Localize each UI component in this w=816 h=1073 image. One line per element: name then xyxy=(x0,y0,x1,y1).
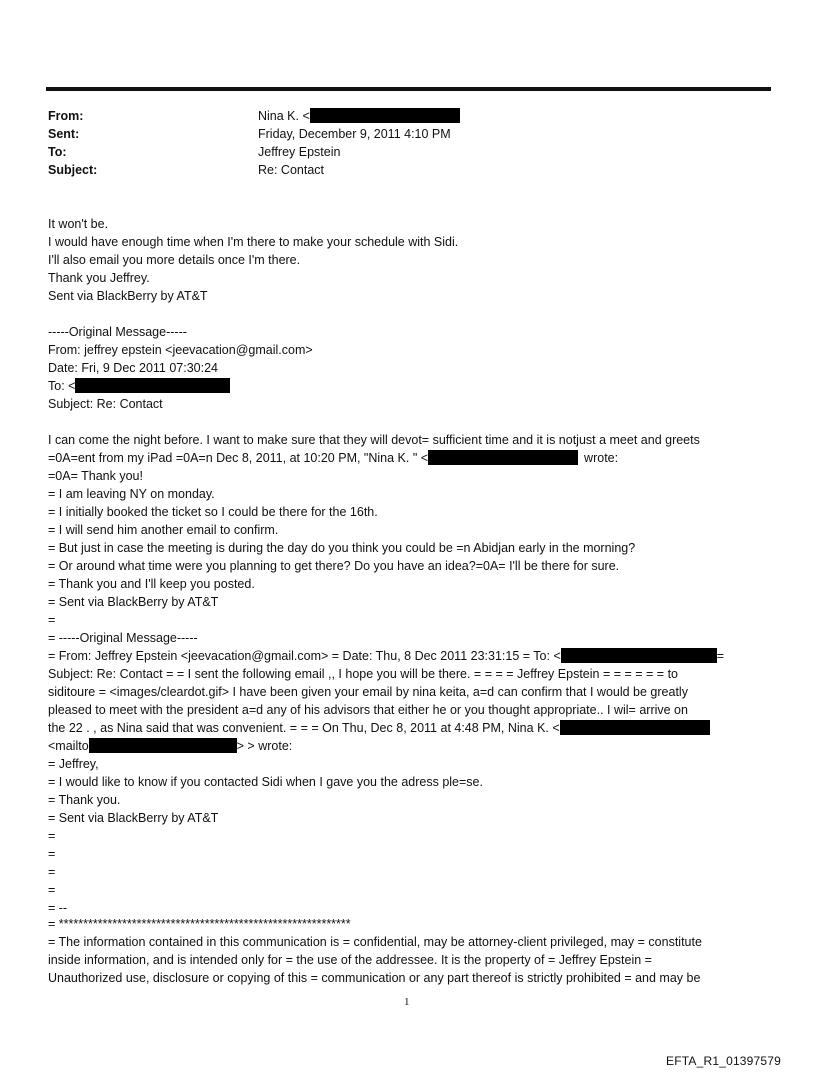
redaction-box xyxy=(310,108,460,123)
body-line: = xyxy=(48,883,56,897)
body-line: = xyxy=(48,829,56,843)
body-line: inside information, and is intended only for = the use of the addressee. It is the property of = Jeffrey Epstein = xyxy=(48,953,652,967)
subject-label: Subject: xyxy=(48,163,98,177)
body-line: = The information contained in this communication is = confidential, may be attorney-client privileged, may = constitute xyxy=(48,935,702,949)
body-line: Subject: Re: Contact xyxy=(48,397,163,411)
body-line: = Or around what time were you planning to get there? Do you have an idea?=0A= I'll be there for sure. xyxy=(48,559,620,573)
body-line: siditoure = <images/cleardot.gif> I have been given your email by nina keita, a=d can confirm that I would be greatly xyxy=(48,685,688,699)
to-value: Jeffrey Epstein xyxy=(258,145,341,159)
body-line: = Thank you and I'll keep you posted. xyxy=(48,577,255,591)
body-line: = I am leaving NY on monday. xyxy=(48,487,215,501)
body-line: =0A= Thank you! xyxy=(48,469,143,483)
body-line: <mailto > > wrote: xyxy=(48,739,293,753)
body-line: I'll also email you more details once I'm there. xyxy=(48,253,301,267)
redaction-box xyxy=(561,648,717,663)
body-line: = xyxy=(48,865,56,879)
header-rule xyxy=(46,87,771,91)
body-line: I would have enough time when I'm there to make your schedule with Sidi. xyxy=(48,235,459,249)
document-id: EFTA_R1_01397579 xyxy=(666,1054,782,1068)
body-line: = I will send him another email to confirm. xyxy=(48,523,279,537)
to-label: To: xyxy=(48,145,67,159)
body-line: = Sent via BlackBerry by AT&T xyxy=(48,595,219,609)
body-line: = But just in case the meeting is during the day do you think you could be =n Abidjan early in the morning? xyxy=(48,541,636,555)
from-label: From: xyxy=(48,109,84,123)
body-line: = -- xyxy=(48,901,68,915)
body-line: = ************************************************************ xyxy=(48,917,351,931)
body-line: = xyxy=(48,847,56,861)
body-line: = Sent via BlackBerry by AT&T xyxy=(48,811,219,825)
body-line: Unauthorized use, disclosure or copying of this = communication or any part thereof is strictly prohibited = and may be xyxy=(48,971,701,985)
body-line: the 22 . , as Nina said that was convenient. = = = On Thu, Dec 8, 2011 at 4:48 PM, Nina K. < xyxy=(48,720,710,737)
body-line: = From: Jeffrey Epstein <jeevacation@gmail.com> = Date: Thu, 8 Dec 2011 23:31:15 = To: < = xyxy=(48,649,725,663)
body-line: To: < xyxy=(48,378,230,395)
body-line: = Jeffrey, xyxy=(48,757,99,771)
redaction-box xyxy=(560,720,710,735)
body-line: Sent via BlackBerry by AT&T xyxy=(48,289,208,303)
redaction-box xyxy=(428,450,578,465)
from-value: Nina K. < xyxy=(258,107,460,125)
body-line: =0A=ent from my iPad =0A=n Dec 8, 2011, at 10:20 PM, "Nina K. " < wrote: xyxy=(48,451,619,465)
body-line: = Thank you. xyxy=(48,793,121,807)
redaction-box xyxy=(75,378,230,393)
body-line: From: jeffrey epstein <jeevacation@gmail.com> xyxy=(48,343,313,357)
body-line: = I would like to know if you contacted Sidi when I gave you the adress ple=se. xyxy=(48,775,483,789)
body-line: = I initially booked the ticket so I could be there for the 16th. xyxy=(48,505,378,519)
body-line: -----Original Message----- xyxy=(48,325,187,339)
sent-value: Friday, December 9, 2011 4:10 PM xyxy=(258,127,451,141)
sent-label: Sent: xyxy=(48,127,80,141)
body-line: Subject: Re: Contact = = I sent the following email ,, I hope you will be there. = = = = Jeffrey Epstein = = = = = = to xyxy=(48,667,679,681)
page-number: 1 xyxy=(404,996,410,1008)
body-line: Thank you Jeffrey. xyxy=(48,271,150,285)
body-line: I can come the night before. I want to make sure that they will devot= sufficient time and it is notjust a meet and greets xyxy=(48,433,700,447)
body-line: pleased to meet with the president a=d any of his advisors that either he or you thought appropriate.. I wil= arrive on xyxy=(48,703,688,717)
body-line: It won't be. xyxy=(48,217,109,231)
subject-value: Re: Contact xyxy=(258,163,325,177)
body-line: = xyxy=(48,613,56,627)
body-line: Date: Fri, 9 Dec 2011 07:30:24 xyxy=(48,361,219,375)
body-line: = -----Original Message----- xyxy=(48,631,198,645)
redaction-box xyxy=(89,738,237,753)
